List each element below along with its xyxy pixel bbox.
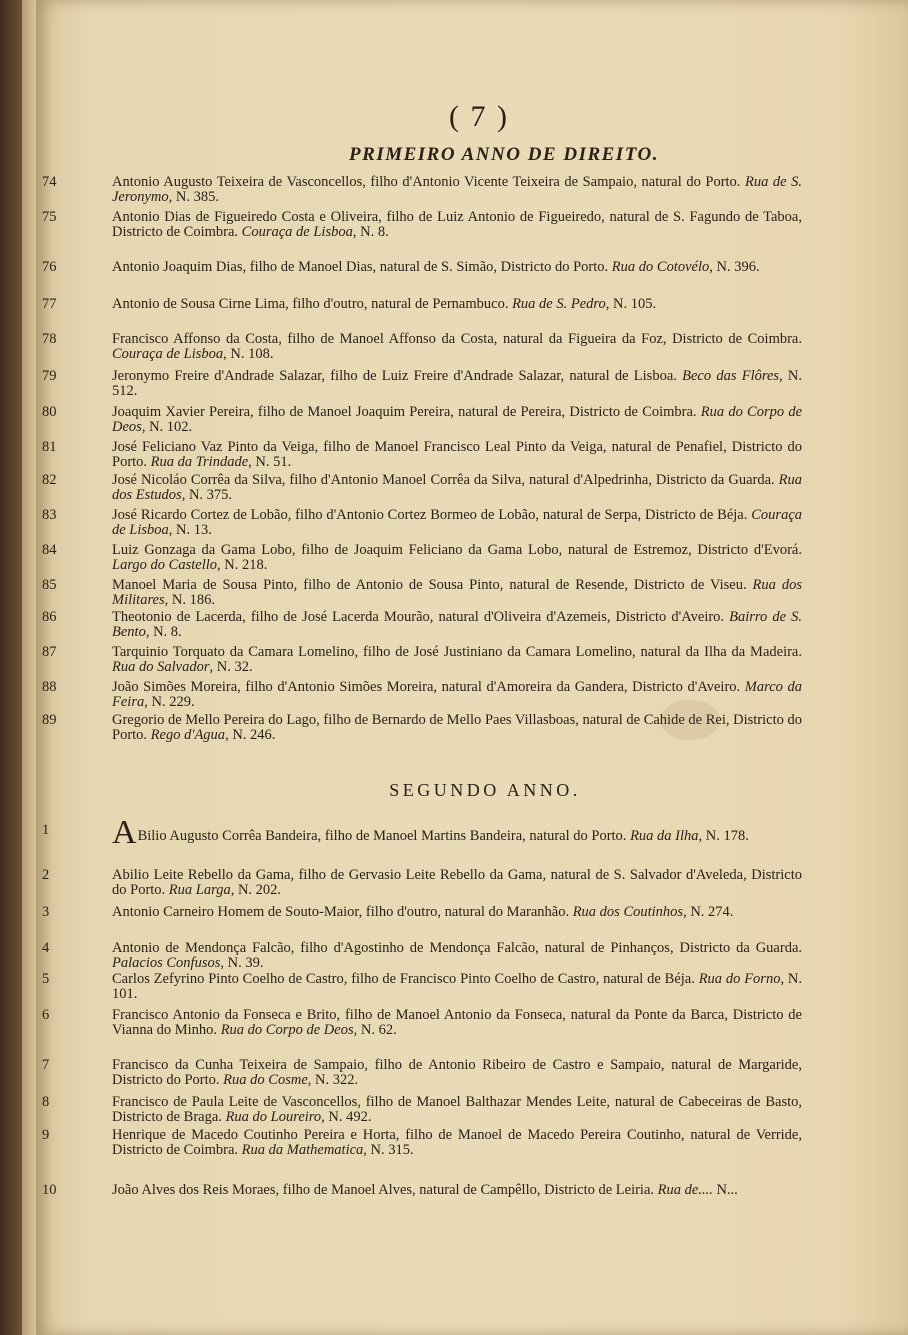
entry-house-number: , N. 178. <box>698 828 749 844</box>
drop-capital: A <box>112 814 137 851</box>
entry-house-number: , N. 102. <box>141 418 193 435</box>
entry-description: Henrique de Macedo Coutinho Pereira e Horta, filho de Manoel de Macedo Pereira Coutinho, natural de Verride, Districto de Coimbra. <box>112 1127 802 1158</box>
entry-address: Beco das Flôres <box>682 368 780 384</box>
entry-address: Rua de S. Pedro <box>512 296 606 312</box>
entry-description: Carlos Zefyrino Pinto Coelho de Castro, filho de Francisco Pinto Coelho de Castro, natural de Béja. <box>112 971 699 987</box>
entry-description: Bilio Augusto Corrêa Bandeira, filho de Manoel Martins Bandeira, natural do Porto. <box>137 828 631 844</box>
entry-description: Tarquinio Torquato da Camara Lomelino, filho de José Justiniano da Camara Lomelino, natural da Ilha da Madeira. <box>112 644 802 660</box>
entry-number: 85 <box>42 577 57 593</box>
entry-number: 84 <box>42 542 57 558</box>
entry-description: Francisco Affonso da Costa, filho de Manoel Affonso da Costa, natural da Figueira da Foz, Districto de Coimbra. <box>112 331 802 347</box>
entry-house-number: , N. 51. <box>248 453 292 470</box>
list-item <box>42 542 802 573</box>
entry-address: Rua dos Estudos <box>112 472 802 503</box>
entry-text <box>112 508 802 537</box>
entry-description: Francisco Antonio da Fonseca e Brito, filho de Manoel Antonio da Fonseca, natural da Ponte da Barca, Districto de Vianna do Minho. <box>112 1007 802 1038</box>
entry-address: Rua do Cosme <box>223 1071 308 1088</box>
entry-house-number: , N. 8. <box>145 623 182 640</box>
entry-number: 89 <box>42 712 57 728</box>
entry-house-number: , N. 62. <box>353 1021 397 1038</box>
entry-address: Marco da Feira <box>112 679 803 710</box>
list-item <box>42 507 802 538</box>
list-item <box>42 1094 802 1125</box>
entry-text <box>112 332 802 361</box>
entry-number: 2 <box>42 867 50 883</box>
entry-address: Rua da Mathematica <box>241 1141 364 1158</box>
entry-address: Rua dos Militares <box>112 577 803 608</box>
list-item <box>42 609 802 640</box>
entry-house-number: , N. 13. <box>168 521 212 538</box>
entry-description: José Ricardo Cortez de Lobão, filho d'Antonio Cortez Bormeo de Lobão, natural de Serpa, Districto de Béja. <box>112 507 752 523</box>
entry-number: 9 <box>42 1127 50 1143</box>
list-item <box>42 867 802 898</box>
page-edge <box>22 0 36 1335</box>
entry-house-number: , N. 105. <box>605 296 657 312</box>
entry-number: 77 <box>42 296 57 312</box>
entry-number: 82 <box>42 472 57 488</box>
list-item <box>42 174 803 205</box>
entry-address: Bairro de S. Bento <box>112 609 802 640</box>
entry-address: Largo do Castello <box>112 556 218 573</box>
list-item <box>42 971 802 1002</box>
entry-house-number: , N. 202. <box>230 881 282 898</box>
entry-text <box>112 1128 802 1157</box>
entry-text <box>112 175 802 204</box>
entry-address: Rua do Cotovélo <box>611 259 710 275</box>
page-number: ( 7 ) <box>449 100 509 133</box>
entry-number: 10 <box>42 1182 57 1198</box>
entry-address: Couraça de Lisboa <box>241 223 353 240</box>
entry-number: 83 <box>42 507 57 523</box>
entry-description: Francisco da Cunha Teixeira de Sampaio, filho de Antonio Ribeiro de Castro e Sampaio, natural de Margaride, Districto do Porto. <box>112 1057 802 1088</box>
list-item <box>42 1057 802 1088</box>
book-spine <box>0 0 36 1335</box>
entry-description: Antonio Joaquim Dias, filho de Manoel Dias, natural de S. Simão, Districto do Porto. <box>112 259 612 275</box>
list-item <box>42 577 803 608</box>
entry-text <box>112 440 802 469</box>
list-item <box>42 259 802 275</box>
entry-text <box>112 473 802 502</box>
entry-description: João Simões Moreira, filho d'Antonio Simões Moreira, natural d'Amoreira da Gandera, Districto d'Aveiro. <box>112 679 745 695</box>
entry-number: 8 <box>42 1094 50 1110</box>
entry-text <box>112 905 802 920</box>
entry-text <box>112 543 802 572</box>
entry-description: Joaquim Xavier Pereira, filho de Manoel Joaquim Pereira, natural de Pereira, Districto de Coimbra. <box>112 404 701 420</box>
entry-text <box>112 1008 802 1037</box>
entry-house-number: , N. 375. <box>181 486 233 503</box>
entry-address: Rua de S. Jeronymo <box>112 174 803 205</box>
entry-address: Rua do Salvador <box>112 658 210 675</box>
entry-number: 78 <box>42 331 57 347</box>
entry-address: Rua Larga <box>168 881 231 898</box>
entry-address: Rua dos Coutinhos <box>572 904 684 920</box>
entry-description: João Alves dos Reis Moraes, filho de Manoel Alves, natural de Campêllo, Districto de Leiria. <box>112 1182 658 1198</box>
list-item <box>42 940 802 971</box>
entry-text <box>112 405 802 434</box>
list-item <box>42 296 802 312</box>
entry-text <box>112 972 802 1001</box>
entry-text <box>112 297 802 312</box>
entry-house-number: , N. 229. <box>144 693 195 710</box>
entry-number: 76 <box>42 259 57 275</box>
entry-text <box>112 610 802 639</box>
paper-stain <box>660 700 720 740</box>
entry-number: 80 <box>42 404 57 420</box>
entry-text <box>112 1095 802 1124</box>
entry-number: 7 <box>42 1057 50 1073</box>
list-item <box>42 404 803 435</box>
entry-number: 4 <box>42 940 50 956</box>
entry-text <box>112 645 802 674</box>
entry-description: Francisco de Paula Leite de Vasconcellos, filho de Manoel Balthazar Mendes Leite, natural de Cabeceiras de Basto, Districto de Braga. <box>112 1094 802 1125</box>
entry-address: Rua do Loureiro <box>225 1108 322 1125</box>
entry-address: Couraça de Lisboa <box>112 507 802 538</box>
entry-text <box>112 578 802 607</box>
entry-house-number: , N. 512. <box>112 368 802 399</box>
entry-description: José Feliciano Vaz Pinto da Veiga, filho de Manoel Francisco Leal Pinto da Veiga, natural de Penafiel, Districto do Porto. <box>112 439 802 470</box>
entry-description: Manoel Maria de Sousa Pinto, filho de Antonio de Sousa Pinto, natural de Resende, Districto de Viseu. <box>112 577 753 593</box>
entry-description: José Nicoláo Corrêa da Silva, filho d'Antonio Manoel Corrêa da Silva, natural d'Alpedrinha, Districto da Guarda. <box>112 472 779 488</box>
entry-description: Antonio Carneiro Homem de Souto-Maior, filho d'outro, natural do Maranhão. <box>112 904 573 920</box>
list-item <box>42 331 802 362</box>
entry-address: Rua da Ilha <box>630 828 699 844</box>
entry-description: Luiz Gonzaga da Gama Lobo, filho de Joaquim Feliciano da Gama Lobo, natural de Estremoz, Districto d'Evorá. <box>112 542 802 558</box>
list-item <box>42 644 802 675</box>
entry-number: 86 <box>42 609 57 625</box>
entry-description: Antonio Augusto Teixeira de Vasconcellos, filho d'Antonio Vicente Teixeira de Sampaio, natural do Porto. <box>112 174 745 190</box>
entry-address: Rua do Forno <box>698 971 781 987</box>
list-item <box>42 904 802 920</box>
entry-number: 81 <box>42 439 57 455</box>
entry-house-number: , N. 108. <box>223 345 274 362</box>
entry-house-number: , N. 246. <box>225 726 276 743</box>
entry-address: Rua do Corpo de Deos <box>220 1021 354 1038</box>
entry-number: 87 <box>42 644 57 660</box>
entry-description: Abilio Leite Rebello da Gama, filho de Gervasio Leite Rebello da Gama, natural de S. Salvador d'Aveleda, Districto do Porto. <box>112 867 802 898</box>
entry-address: Rua da Trindade <box>150 453 249 470</box>
entry-text <box>112 941 802 970</box>
entry-description: Theotonio de Lacerda, filho de José Lacerda Mourão, natural d'Oliveira d'Azemeis, Districto d'Aveiro. <box>112 609 730 625</box>
entry-house-number: , N. 8. <box>352 223 389 240</box>
section-title-primeiro-anno: PRIMEIRO ANNO DE DIREITO. <box>349 144 659 165</box>
entry-house-number: , N. 492. <box>321 1108 372 1125</box>
entry-number: 1 <box>42 822 50 838</box>
document-page <box>40 0 908 1335</box>
entry-house-number: N... <box>712 1182 738 1198</box>
list-item <box>42 472 802 503</box>
entry-house-number: , N. 396. <box>709 259 760 275</box>
entry-text <box>112 814 802 851</box>
entry-address: Rua de.... <box>657 1182 713 1198</box>
entry-text <box>112 868 802 897</box>
entry-house-number: , N. 32. <box>209 658 253 675</box>
entry-address: Rua do Corpo de Deos <box>112 404 803 435</box>
entry-text <box>112 210 802 239</box>
entry-address: Rego d'Agua <box>150 726 226 743</box>
list-item <box>42 1127 802 1158</box>
list-item <box>42 1182 802 1198</box>
entry-description: Antonio de Sousa Cirne Lima, filho d'outro, natural de Pernambuco. <box>112 296 513 312</box>
entry-address: Couraça de Lisboa <box>112 345 224 362</box>
entry-number: 75 <box>42 209 57 225</box>
entry-text <box>112 260 802 275</box>
list-item <box>42 209 802 240</box>
entry-number: 79 <box>42 368 57 384</box>
entry-house-number: , N. 186. <box>164 591 215 608</box>
entry-house-number: , N. 385. <box>168 188 219 205</box>
entry-address: Palacios Confusos <box>112 954 221 971</box>
entry-description: Antonio de Mendonça Falcão, filho d'Agostinho de Mendonça Falcão, natural de Pinhanços, Districto da Guarda. <box>112 940 802 956</box>
list-item <box>42 439 802 470</box>
entry-house-number: , N. 322. <box>307 1071 359 1088</box>
section-title-segundo-anno: SEGUNDO ANNO. <box>389 780 581 800</box>
entry-house-number: , N. 101. <box>112 971 802 1002</box>
entry-text <box>112 1183 802 1198</box>
list-item <box>42 1007 802 1038</box>
entry-number: 3 <box>42 904 50 920</box>
entry-number: 74 <box>42 174 57 190</box>
list-item <box>42 814 802 851</box>
entry-description: Antonio Dias de Figueiredo Costa e Oliveira, filho de Luiz Antonio de Figueiredo, natural de S. Fagundo de Taboa, Districto de Coimbra. <box>112 209 802 240</box>
entry-description: Gregorio de Mello Pereira do Lago, filho de Bernardo de Mello Paes Villasboas, natural de Cahide de Rei, Districto do Porto. <box>112 712 802 743</box>
entry-description: Jeronymo Freire d'Andrade Salazar, filho de Luiz Freire d'Andrade Salazar, natural de Lisboa. <box>112 368 683 384</box>
entry-house-number: , N. 218. <box>217 556 268 573</box>
entry-house-number: , N. 39. <box>220 954 264 971</box>
entry-house-number: , N. 315. <box>363 1141 414 1158</box>
entry-house-number: , N. 274. <box>683 904 734 920</box>
entry-number: 6 <box>42 1007 50 1023</box>
entry-number: 88 <box>42 679 57 695</box>
entry-text <box>112 369 802 398</box>
list-item <box>42 368 802 399</box>
entry-text <box>112 1058 802 1087</box>
entry-number: 5 <box>42 971 50 987</box>
